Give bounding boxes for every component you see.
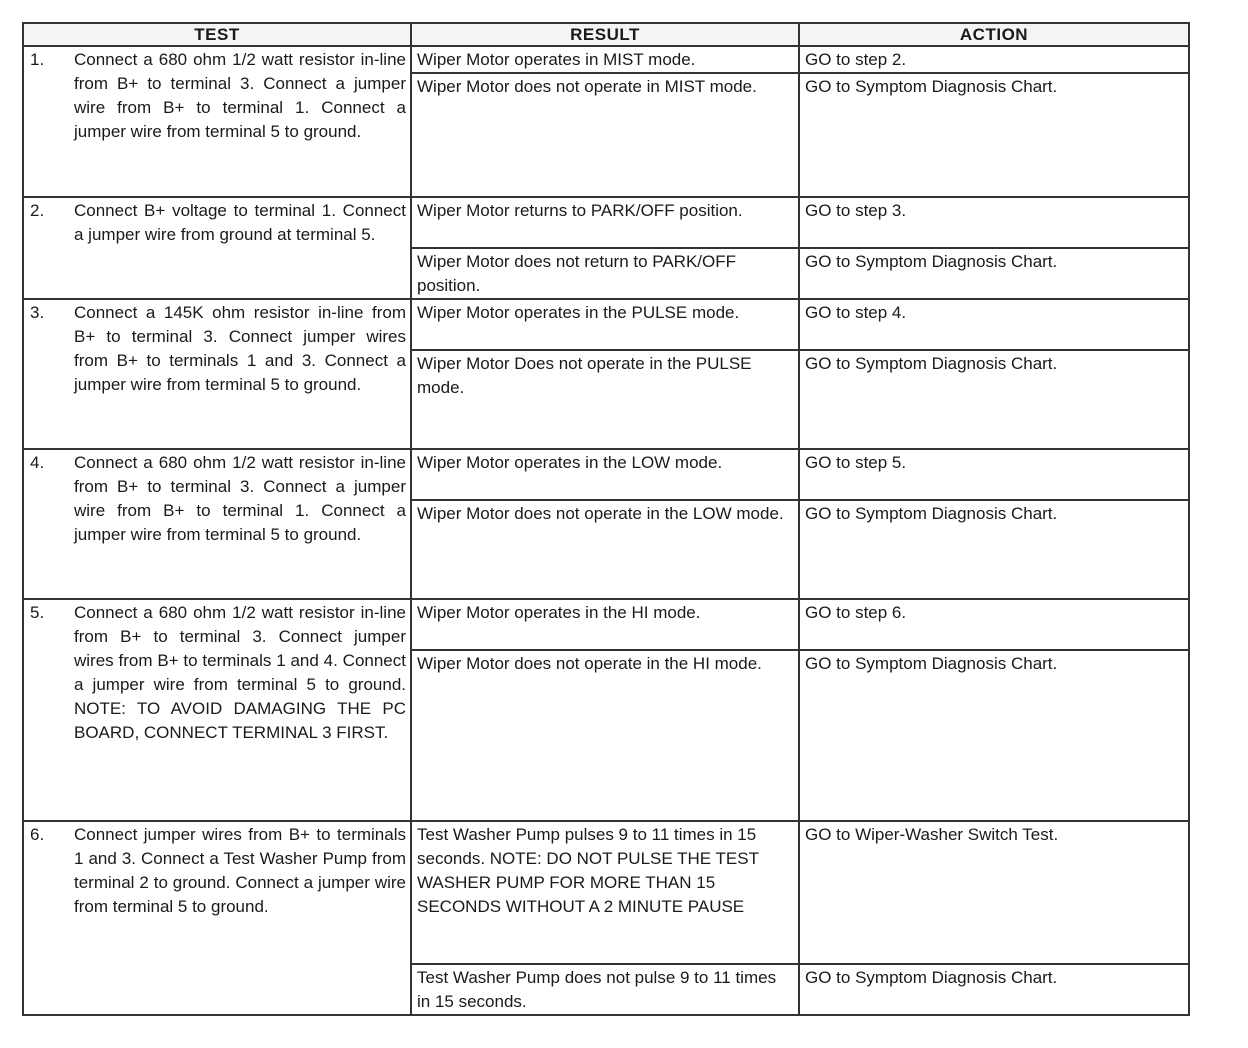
result-cell: Wiper Motor Does not operate in the PULSE mode. [411, 350, 799, 449]
header-action: ACTION [799, 23, 1189, 46]
action-cell: GO to step 3. [799, 197, 1189, 248]
test-cell [23, 821, 411, 1015]
result-cell: Wiper Motor operates in the LOW mode. [411, 449, 799, 500]
result-cell: Wiper Motor operates in the HI mode. [411, 599, 799, 650]
table-row [23, 197, 1189, 248]
action-cell: GO to step 6. [799, 599, 1189, 650]
action-cell: GO to Symptom Diagnosis Chart. [799, 248, 1189, 299]
action-cell: GO to Symptom Diagnosis Chart. [799, 73, 1189, 197]
action-cell: GO to Wiper-Washer Switch Test. [799, 821, 1189, 964]
action-cell: GO to step 4. [799, 299, 1189, 350]
test-text: Connect B+ voltage to terminal 1. Connect a jumper wire from ground at terminal 5. [74, 201, 406, 244]
step-number: 5. [30, 603, 45, 622]
table-row [23, 449, 1189, 500]
result-cell: Wiper Motor does not operate in the LOW mode. [411, 500, 799, 599]
result-cell: Wiper Motor operates in MIST mode. [411, 46, 799, 73]
table-row [23, 821, 1189, 964]
step-number: 1. [30, 50, 45, 69]
result-cell: Wiper Motor does not operate in MIST mode. [411, 73, 799, 197]
result-cell: Wiper Motor does not operate in the HI mode. [411, 650, 799, 821]
header-test: TEST [23, 23, 411, 46]
test-cell [23, 299, 411, 449]
test-text: Connect a 680 ohm 1/2 watt resistor in-line from B+ to terminal 3. Connect a jumper wire from B+ to terminal 1. Connect a jumper wire from terminal 5 to ground. [74, 453, 406, 544]
test-cell [23, 46, 411, 197]
result-cell: Wiper Motor returns to PARK/OFF position. [411, 197, 799, 248]
result-cell: Test Washer Pump does not pulse 9 to 11 times in 15 seconds. [411, 964, 799, 1015]
action-cell: GO to Symptom Diagnosis Chart. [799, 964, 1189, 1015]
step-number: 3. [30, 303, 45, 322]
test-cell [23, 449, 411, 599]
action-cell: GO to Symptom Diagnosis Chart. [799, 650, 1189, 821]
test-cell [23, 599, 411, 821]
table-row [23, 599, 1189, 650]
table-row [23, 299, 1189, 350]
test-text: Connect a 680 ohm 1/2 watt resistor in-line from B+ to terminal 3. Connect a jumper wire from B+ to terminal 1. Connect a jumper wire from terminal 5 to ground. [74, 50, 406, 141]
step-number: 2. [30, 201, 45, 220]
test-text: Connect a 145K ohm resistor in-line from B+ to terminal 3. Connect jumper wires from B+ to terminals 1 and 3. Connect a jumper wire from terminal 5 to ground. [74, 303, 406, 394]
diagnosis-table [22, 22, 1190, 1016]
header-result: RESULT [411, 23, 799, 46]
result-cell: Wiper Motor does not return to PARK/OFF position. [411, 248, 799, 299]
step-number: 6. [30, 825, 45, 844]
test-cell [23, 197, 411, 299]
result-cell: Test Washer Pump pulses 9 to 11 times in 15 seconds. NOTE: DO NOT PULSE THE TEST WASHER PUMP FOR MORE THAN 15 SECONDS WITHOUT A 2 MINUTE PAUSE [411, 821, 799, 964]
action-cell: GO to step 2. [799, 46, 1189, 73]
test-text: Connect a 680 ohm 1/2 watt resistor in-line from B+ to terminal 3. Connect jumper wires from B+ to terminals 1 and 4. Connect a jumper wire from terminal 5 to ground. NOTE: TO AVOID DAMAGING THE PC BOARD, CONNECT TERMINAL 3 FIRST. [74, 603, 406, 742]
table-row [23, 46, 1189, 73]
action-cell: GO to Symptom Diagnosis Chart. [799, 500, 1189, 599]
result-cell: Wiper Motor operates in the PULSE mode. [411, 299, 799, 350]
step-number: 4. [30, 453, 45, 472]
header-row [23, 23, 1189, 46]
action-cell: GO to Symptom Diagnosis Chart. [799, 350, 1189, 449]
action-cell: GO to step 5. [799, 449, 1189, 500]
test-text: Connect jumper wires from B+ to terminals 1 and 3. Connect a Test Washer Pump from terminal 2 to ground. Connect a jumper wire from terminal 5 to ground. [74, 825, 406, 916]
